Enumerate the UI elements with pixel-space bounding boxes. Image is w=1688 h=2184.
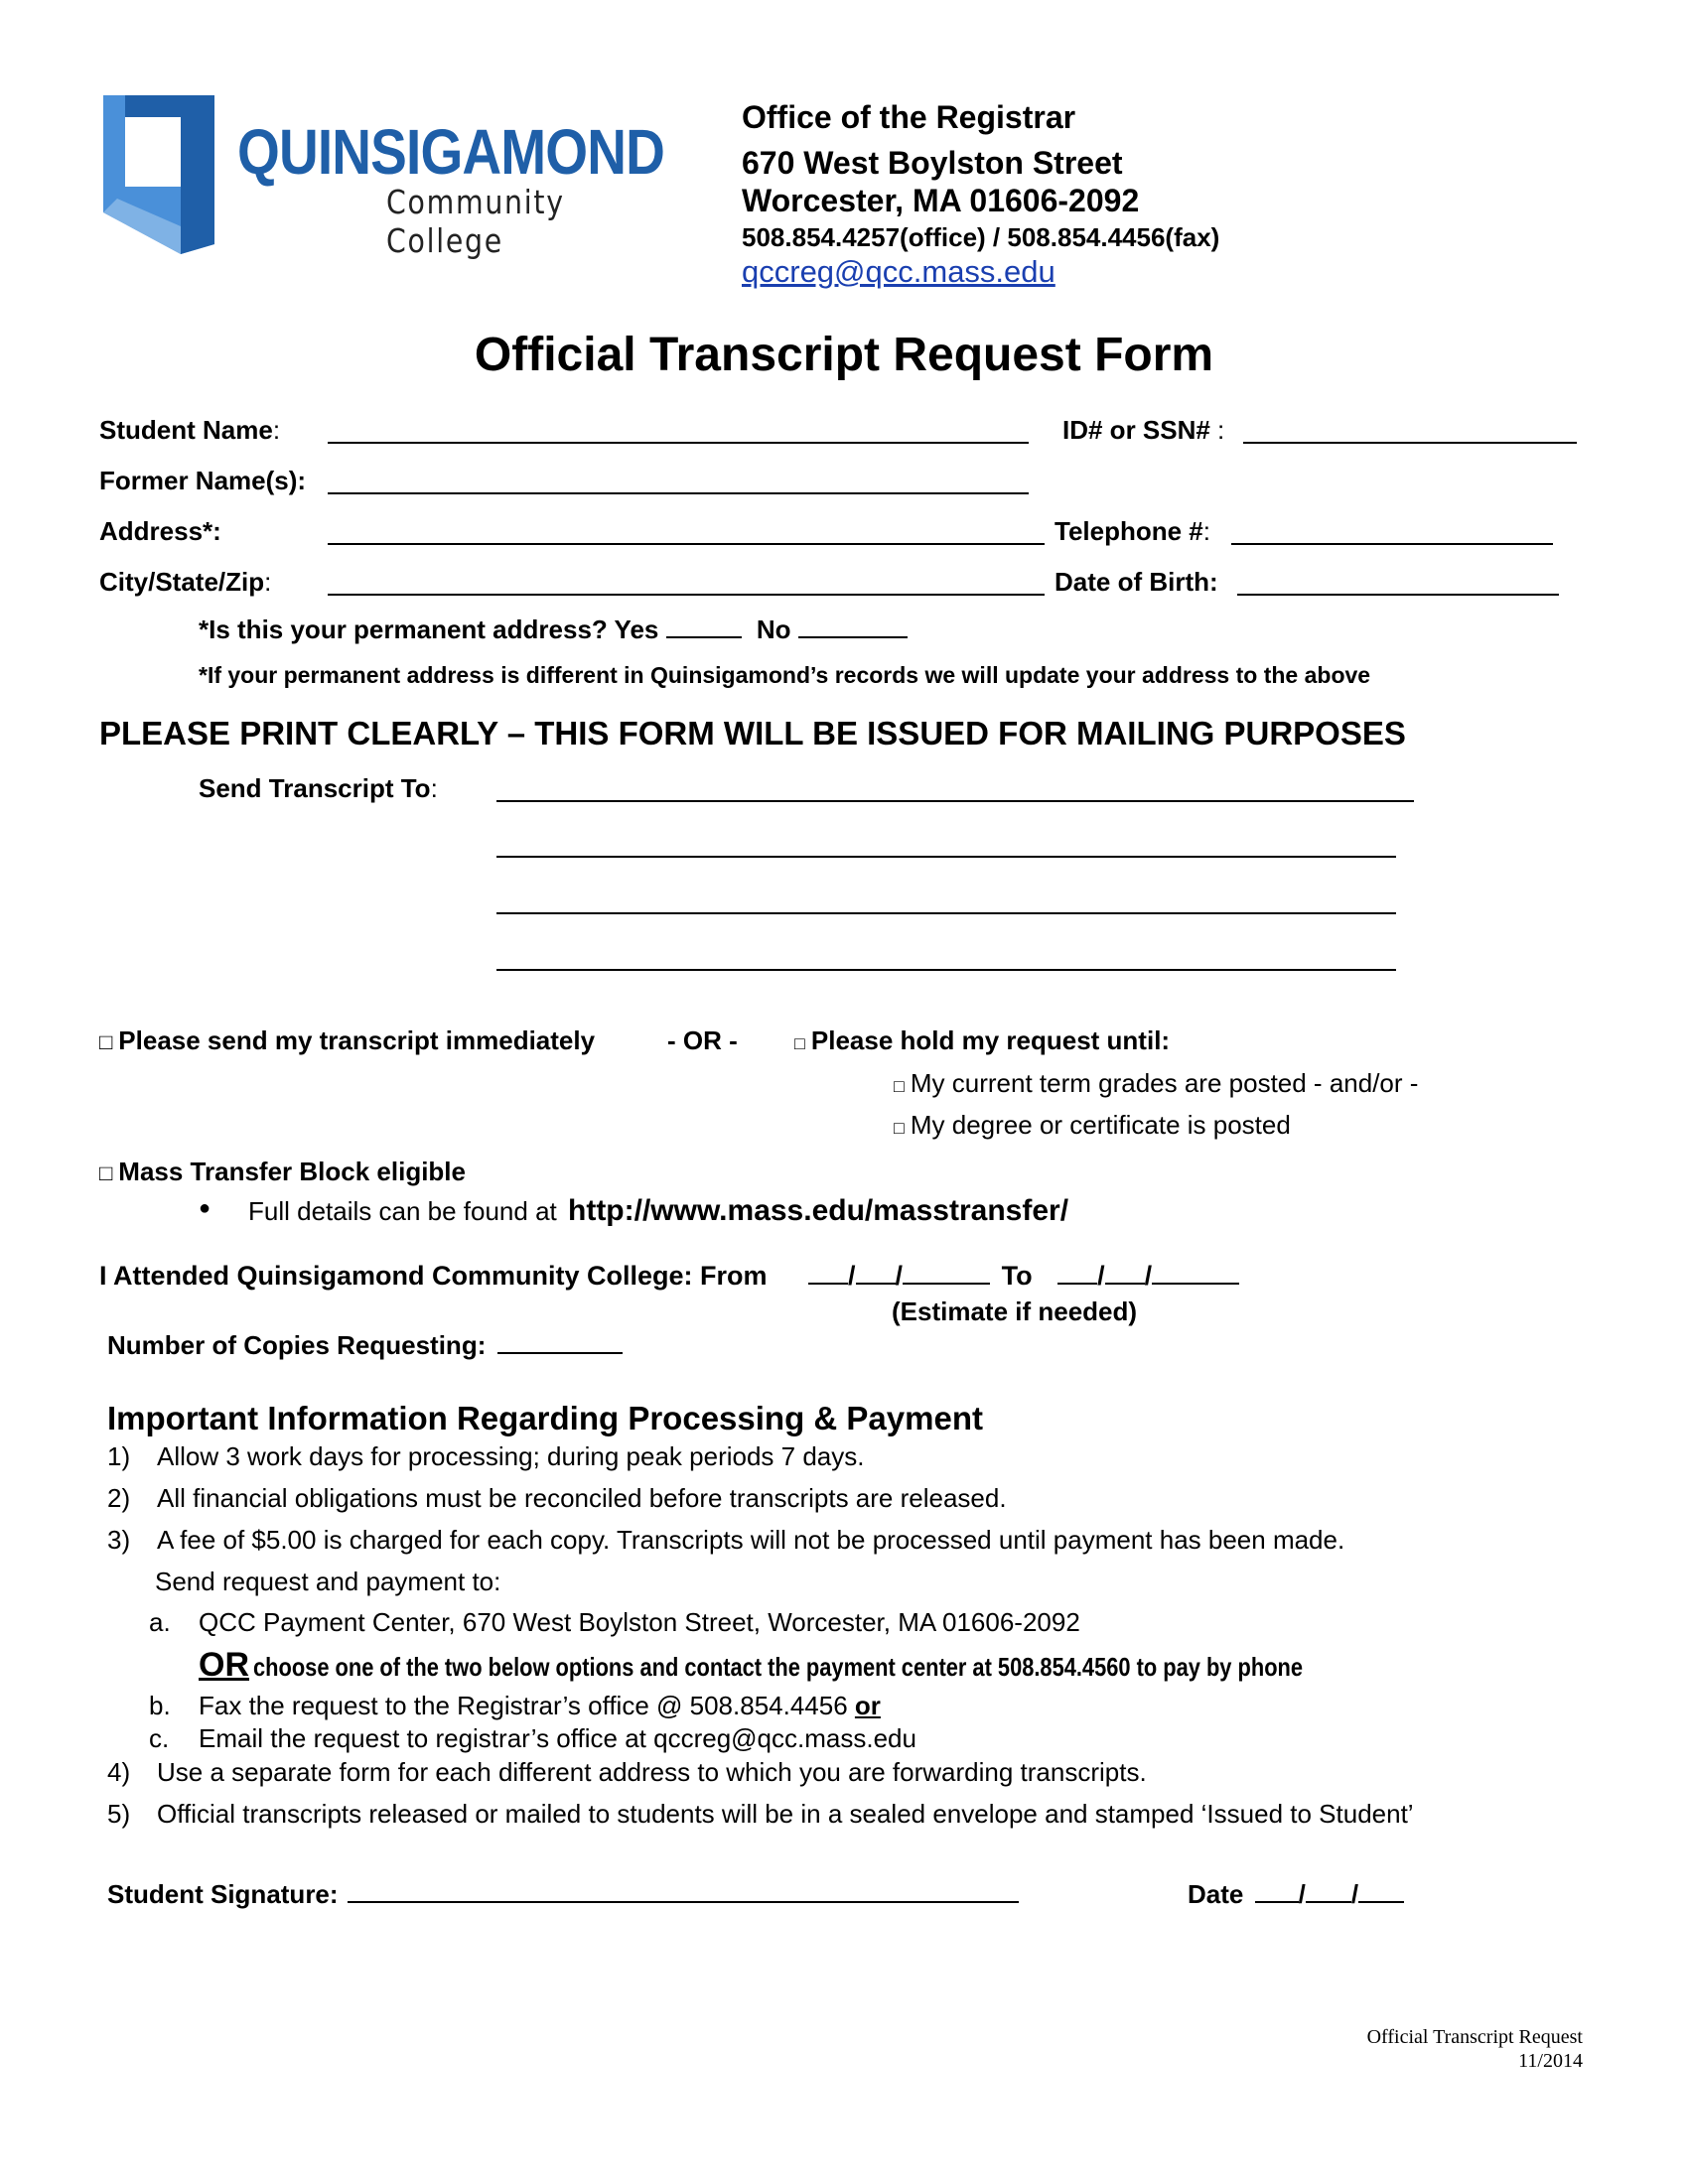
id-ssn-label: ID# or SSN# : xyxy=(1062,415,1225,445)
checkbox-icon[interactable]: □ xyxy=(894,1118,905,1138)
payment-option-c: c. Email the request to registrar’s office at qccreg@qcc.mass.edu xyxy=(149,1723,916,1753)
info-heading: Important Information Regarding Processing & Payment xyxy=(107,1400,983,1436)
term-grades-option[interactable]: □ My current term grades are posted - and/or - xyxy=(894,1068,1419,1098)
former-names-input[interactable] xyxy=(328,492,1029,494)
registrar-phones: 508.854.4257(office) / 508.854.4456(fax) xyxy=(742,222,1220,252)
from-day-input[interactable] xyxy=(856,1261,896,1285)
to-month-input[interactable] xyxy=(1057,1261,1097,1285)
mass-transfer-url[interactable]: http://www.mass.edu/masstransfer/ xyxy=(568,1194,1069,1227)
dob-input[interactable] xyxy=(1237,594,1559,596)
send-immediately-option[interactable]: □ Please send my transcript immediately xyxy=(99,1025,596,1055)
telephone-label: Telephone #: xyxy=(1055,516,1211,546)
date-day-input[interactable] xyxy=(1306,1879,1351,1903)
page-footer xyxy=(1367,2025,1583,2073)
copies-requesting: Number of Copies Requesting: xyxy=(107,1330,623,1361)
attended-dates: I Attended Quinsigamond Community College: From / / To / / xyxy=(99,1261,1239,1292)
footer-revision-date: 11/2014 xyxy=(1518,2050,1583,2072)
student-name-label: Student Name: xyxy=(99,415,281,445)
to-day-input[interactable] xyxy=(1105,1261,1145,1285)
send-to-line-2[interactable] xyxy=(496,856,1396,858)
registrar-email-link[interactable]: qccreg@qcc.mass.edu xyxy=(742,254,1055,289)
mass-transfer-details: Full details can be found at http://www.mass.edu/masstransfer/ xyxy=(248,1194,1069,1227)
from-year-input[interactable] xyxy=(903,1261,990,1285)
student-signature: Student Signature: xyxy=(107,1879,1019,1910)
date-year-input[interactable] xyxy=(1358,1879,1404,1903)
signature-date: Date / / xyxy=(1188,1879,1404,1910)
info-item-3: 3) A fee of $5.00 is charged for each copy. Transcripts will not be processed until payment has been made. xyxy=(107,1525,1345,1555)
permanent-address-question: *Is this your permanent address? Yes No xyxy=(199,614,908,645)
student-name-input[interactable] xyxy=(328,442,1029,444)
send-transcript-label: Send Transcript To: xyxy=(199,773,438,803)
to-year-input[interactable] xyxy=(1152,1261,1239,1285)
send-to-line-3[interactable] xyxy=(496,912,1396,914)
former-names-label: Former Name(s): xyxy=(99,466,307,495)
id-ssn-input[interactable] xyxy=(1243,442,1577,444)
telephone-input[interactable] xyxy=(1231,543,1553,545)
college-logo xyxy=(103,95,709,260)
city-state-zip-label: City/State/Zip: xyxy=(99,567,272,597)
send-to-line-4[interactable] xyxy=(496,969,1396,971)
bullet-icon: ● xyxy=(199,1197,211,1219)
footer-form-name: Official Transcript Request xyxy=(1366,2026,1583,2048)
payment-option-b: b. Fax the request to the Registrar’s office @ 508.854.4456 or xyxy=(149,1691,881,1720)
date-month-input[interactable] xyxy=(1255,1879,1299,1903)
permanent-yes-input[interactable] xyxy=(666,614,742,638)
estimate-note: (Estimate if needed) xyxy=(892,1297,1138,1326)
degree-posted-option[interactable]: □ My degree or certificate is posted xyxy=(894,1110,1291,1140)
send-to-line-1[interactable] xyxy=(496,800,1414,802)
logo-mark-icon xyxy=(103,95,222,254)
logo-wordmark: QUINSIGAMOND xyxy=(237,116,664,188)
info-item-2: 2) All financial obligations must be reconciled before transcripts are released. xyxy=(107,1483,1007,1513)
payment-option-a: a. QCC Payment Center, 670 West Boylston Street, Worcester, MA 01606-2092 xyxy=(149,1607,1080,1637)
registrar-city: Worcester, MA 01606-2092 xyxy=(742,183,1140,218)
info-item-5: 5) Official transcripts released or mailed to students will be in a sealed envelope and stamped ‘Issued to Student’ xyxy=(107,1799,1414,1829)
from-month-input[interactable] xyxy=(808,1261,848,1285)
address-input[interactable] xyxy=(328,543,1045,545)
city-state-zip-input[interactable] xyxy=(328,594,1045,596)
copies-input[interactable] xyxy=(497,1330,623,1354)
or-separator: - OR - xyxy=(667,1025,738,1055)
address-label: Address*: xyxy=(99,516,221,546)
send-request-line: Send request and payment to: xyxy=(155,1567,501,1596)
signature-input[interactable] xyxy=(348,1879,1019,1903)
or-phone-note: OR choose one of the two below options and contact the payment center at 508.854.4560 to pay by phone xyxy=(199,1646,1304,1684)
print-clearly-notice: PLEASE PRINT CLEARLY – THIS FORM WILL BE ISSUED FOR MAILING PURPOSES xyxy=(99,715,1406,751)
info-item-4: 4) Use a separate form for each different address to which you are forwarding transcripts. xyxy=(107,1757,1147,1787)
dob-label: Date of Birth: xyxy=(1055,567,1218,597)
mass-transfer-option[interactable]: □ Mass Transfer Block eligible xyxy=(99,1157,466,1186)
checkbox-icon[interactable]: □ xyxy=(99,1160,113,1185)
checkbox-icon[interactable]: □ xyxy=(794,1033,805,1053)
logo-subtitle: Community College xyxy=(386,183,565,260)
checkbox-icon[interactable]: □ xyxy=(99,1029,113,1054)
registrar-street: 670 West Boylston Street xyxy=(742,145,1123,181)
page-title: Official Transcript Request Form xyxy=(474,329,1214,381)
info-item-1: 1) Allow 3 work days for processing; during peak periods 7 days. xyxy=(107,1441,865,1471)
permanent-no-input[interactable] xyxy=(798,614,908,638)
permanent-address-note: *If your permanent address is different in Quinsigamond’s records we will update your address to the above xyxy=(199,662,1371,688)
checkbox-icon[interactable]: □ xyxy=(894,1076,905,1096)
registrar-office: Office of the Registrar xyxy=(742,99,1076,135)
hold-request-option[interactable]: □ Please hold my request until: xyxy=(794,1025,1171,1055)
